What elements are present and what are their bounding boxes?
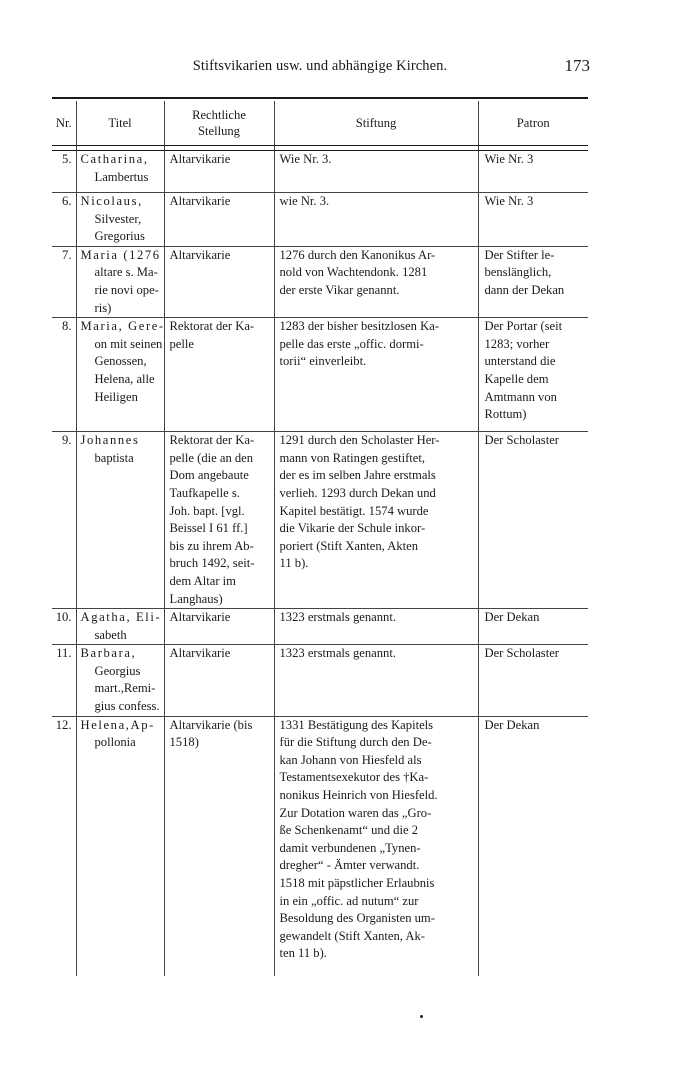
table-row [52, 432, 588, 609]
row-patron [478, 716, 588, 976]
running-header [52, 58, 588, 82]
row-stellung-line: Altarvikarie [169, 646, 231, 661]
row-titel-line: Nicolaus, [80, 194, 143, 208]
row-stiftung-line: der erste Vikar genannt. [279, 282, 400, 297]
table-header-row [52, 101, 588, 146]
row-stellung [164, 432, 274, 609]
row-stiftung-line: damit verbundenen „Tynen- [279, 840, 421, 855]
row-stiftung-line: 1323 erstmals genannt. [279, 646, 396, 661]
row-titel-line: rie novi ope- [94, 282, 159, 297]
row-titel-line: Barbara, [80, 646, 137, 661]
row-titel [76, 151, 164, 193]
row-stiftung-line: die Vikarie der Schule inkor- [279, 521, 426, 536]
row-stellung-line: bruch 1492, seit- [169, 556, 255, 571]
table-row [52, 318, 588, 432]
row-titel-line: on mit seinen [94, 336, 163, 351]
row-patron [478, 151, 588, 193]
row-titel-line: Gregorius [94, 229, 145, 244]
table-row [52, 716, 588, 976]
row-stiftung-line: poriert (Stift Xanten, Akten [279, 538, 419, 553]
row-stellung-line: Altarvikarie [169, 247, 231, 262]
row-titel [76, 318, 164, 432]
row-stiftung-line: 1323 erstmals genannt. [279, 610, 396, 625]
row-stiftung-line: 1518 mit päpstlicher Erlaubnis [279, 876, 435, 890]
row-titel [76, 645, 164, 716]
table-row [52, 193, 588, 247]
row-stiftung-line: Wie Nr. 3. [279, 152, 332, 166]
row-titel-line: Genossen, [94, 354, 147, 369]
row-stiftung [274, 645, 478, 716]
row-stiftung-line: Testamentsexekutor des †Ka- [279, 770, 429, 785]
row-stellung-line: Altarvikarie (bis [169, 717, 253, 732]
header-rule [52, 97, 588, 99]
row-patron [478, 193, 588, 247]
row-patron-line: benslänglich, [484, 265, 552, 280]
row-titel-line: sabeth [94, 627, 127, 642]
row-stellung-line: Altarvikarie [169, 194, 231, 208]
row-stiftung [274, 716, 478, 976]
row-patron [478, 432, 588, 609]
col-header-titel: Titel [76, 101, 164, 146]
row-titel-line: mart.,Remi- [94, 681, 156, 696]
col-header-stellung: Rechtliche Stellung [164, 101, 274, 146]
col-header-patron: Patron [478, 101, 588, 146]
row-stiftung-line: Besoldung des Organisten um- [279, 911, 435, 926]
row-number: 12. [52, 716, 76, 976]
row-titel-line: pollonia [94, 735, 136, 750]
table-row [52, 645, 588, 716]
row-titel-line: baptista [94, 450, 134, 465]
row-stellung [164, 151, 274, 193]
row-stiftung-line: gewandelt (Stift Xanten, Ak- [279, 928, 425, 943]
row-stiftung-line: mann von Ratingen gestiftet, [279, 450, 425, 465]
row-stellung-line: Rektorat der Ka- [169, 319, 255, 334]
row-stiftung-line: verlieh. 1293 durch Dekan und [279, 485, 436, 500]
row-stiftung-line: wie Nr. 3. [279, 194, 330, 208]
row-titel-line: Lambertus [94, 169, 149, 184]
row-stiftung-line: ten 11 b). [279, 946, 327, 961]
row-stiftung-line: 1331 Bestätigung des Kapitels [279, 717, 434, 732]
row-number: 8. [52, 318, 76, 432]
row-stiftung-line: kan Johann von Hiesfeld als [279, 752, 422, 767]
row-titel [76, 193, 164, 247]
row-stellung-line: Altarvikarie [169, 152, 231, 166]
row-stellung-line: bis zu ihrem Ab- [169, 538, 254, 553]
row-patron-line: Der Dekan [484, 610, 540, 625]
row-stiftung-line: pelle das erste „offic. dormi- [279, 336, 424, 351]
row-stiftung [274, 609, 478, 645]
row-stellung-line: 1518) [169, 735, 199, 750]
vicarages-table [52, 101, 588, 976]
row-stiftung [274, 246, 478, 317]
row-titel-line: Helena, alle [94, 371, 155, 386]
row-patron-line: Amtmann von [484, 389, 557, 404]
table-row [52, 246, 588, 317]
row-titel-line: Georgius [94, 663, 141, 678]
row-patron-line: Der Dekan [484, 717, 540, 732]
row-stiftung-line: nonikus Heinrich von Hiesfeld. [279, 788, 438, 803]
row-patron-line: Der Scholaster [484, 646, 559, 661]
row-titel [76, 609, 164, 645]
row-stiftung-line: der es im selben Jahre erstmals [279, 468, 436, 483]
row-stiftung-line: 1276 durch den Kanonikus Ar- [279, 247, 436, 262]
row-patron-line: Der Portar (seit [484, 319, 563, 334]
row-stiftung-line: 1283 der bisher besitzlosen Ka- [279, 319, 439, 334]
row-stiftung [274, 151, 478, 193]
row-stiftung-line: für die Stiftung durch den De- [279, 735, 432, 750]
row-stiftung-line: ße Schenkenamt“ und die 2 [279, 823, 418, 838]
row-stellung [164, 716, 274, 976]
row-titel-line: ris) [94, 300, 112, 315]
row-stiftung-line: 1291 durch den Scholaster Her- [279, 433, 440, 448]
row-patron [478, 246, 588, 317]
row-stellung-line: pelle (die an den [169, 450, 254, 465]
row-stellung-line: Joh. bapt. [vgl. [169, 503, 245, 518]
row-stiftung [274, 432, 478, 609]
row-stellung-line: Altarvikarie [169, 610, 231, 625]
row-number: 5. [52, 151, 76, 193]
row-patron-line: Der Scholaster [484, 433, 559, 448]
row-titel [76, 432, 164, 609]
row-stellung-line: Beissel I 61 ff.] [169, 521, 248, 536]
row-stiftung-line: in ein „offic. ad nutum“ zur [279, 893, 419, 908]
row-titel-line: altare s. Ma- [94, 265, 158, 280]
row-stiftung-line: 11 b). [279, 556, 309, 571]
row-titel-line: Heiligen [94, 389, 138, 404]
row-stiftung-line: Zur Dotation waren das „Gro- [279, 805, 432, 820]
row-number: 7. [52, 246, 76, 317]
row-patron-line: dann der Dekan [484, 282, 565, 297]
row-patron [478, 645, 588, 716]
row-patron [478, 318, 588, 432]
row-titel-line: Maria (1276 [80, 247, 161, 262]
page-number: 173 [564, 56, 590, 75]
row-stiftung [274, 318, 478, 432]
col-header-stiftung: Stiftung [274, 101, 478, 146]
row-patron-line: Kapelle dem [484, 371, 549, 386]
row-stiftung-line: Kapitel bestätigt. 1574 wurde [279, 503, 429, 518]
row-stellung-line: Rektorat der Ka- [169, 433, 255, 448]
row-patron [478, 609, 588, 645]
row-titel [76, 246, 164, 317]
row-stellung [164, 246, 274, 317]
row-stiftung [274, 193, 478, 247]
row-titel-line: Agatha, Eli- [80, 610, 162, 625]
table-row [52, 609, 588, 645]
row-stellung-line: pelle [169, 336, 194, 351]
row-titel [76, 716, 164, 976]
row-stellung [164, 193, 274, 247]
row-stellung-line: Dom angebaute [169, 468, 249, 483]
row-stellung [164, 645, 274, 716]
row-titel-line: Johannes [80, 433, 140, 448]
row-patron-line: 1283; vorher [484, 336, 550, 351]
row-number: 11. [52, 645, 76, 716]
row-stellung [164, 609, 274, 645]
row-number: 10. [52, 609, 76, 645]
row-patron-line: unterstand die [484, 354, 556, 369]
row-stiftung-line: torii“ einverleibt. [279, 354, 367, 369]
row-stiftung-line: nold von Wachtendonk. 1281 [279, 265, 428, 280]
row-patron-line: Rottum) [484, 407, 527, 422]
row-number: 9. [52, 432, 76, 609]
row-number: 6. [52, 193, 76, 247]
col-header-nr: Nr. [52, 101, 76, 146]
row-titel-line: Silvester, [94, 211, 142, 226]
row-stellung-line: Taufkapelle s. [169, 485, 240, 500]
row-titel-line: Helena,Ap- [80, 717, 155, 732]
row-stellung [164, 318, 274, 432]
row-titel-line: gius confess. [94, 699, 160, 714]
row-patron-line: Der Stifter le- [484, 247, 555, 262]
row-stiftung-line: dregher“ - Ämter verwandt. [279, 858, 420, 873]
row-stellung-line: Langhaus) [169, 591, 223, 606]
row-titel-line: Maria, Gere- [80, 319, 165, 334]
ink-speck [420, 1015, 423, 1018]
row-titel-line: Catharina, [80, 152, 149, 166]
table-row [52, 151, 588, 193]
running-title: Stiftsvikarien usw. und abhängige Kirchen. [192, 58, 448, 74]
row-patron-line: Wie Nr. 3 [484, 194, 534, 208]
row-patron-line: Wie Nr. 3 [484, 152, 534, 166]
row-stellung-line: dem Altar im [169, 573, 236, 588]
